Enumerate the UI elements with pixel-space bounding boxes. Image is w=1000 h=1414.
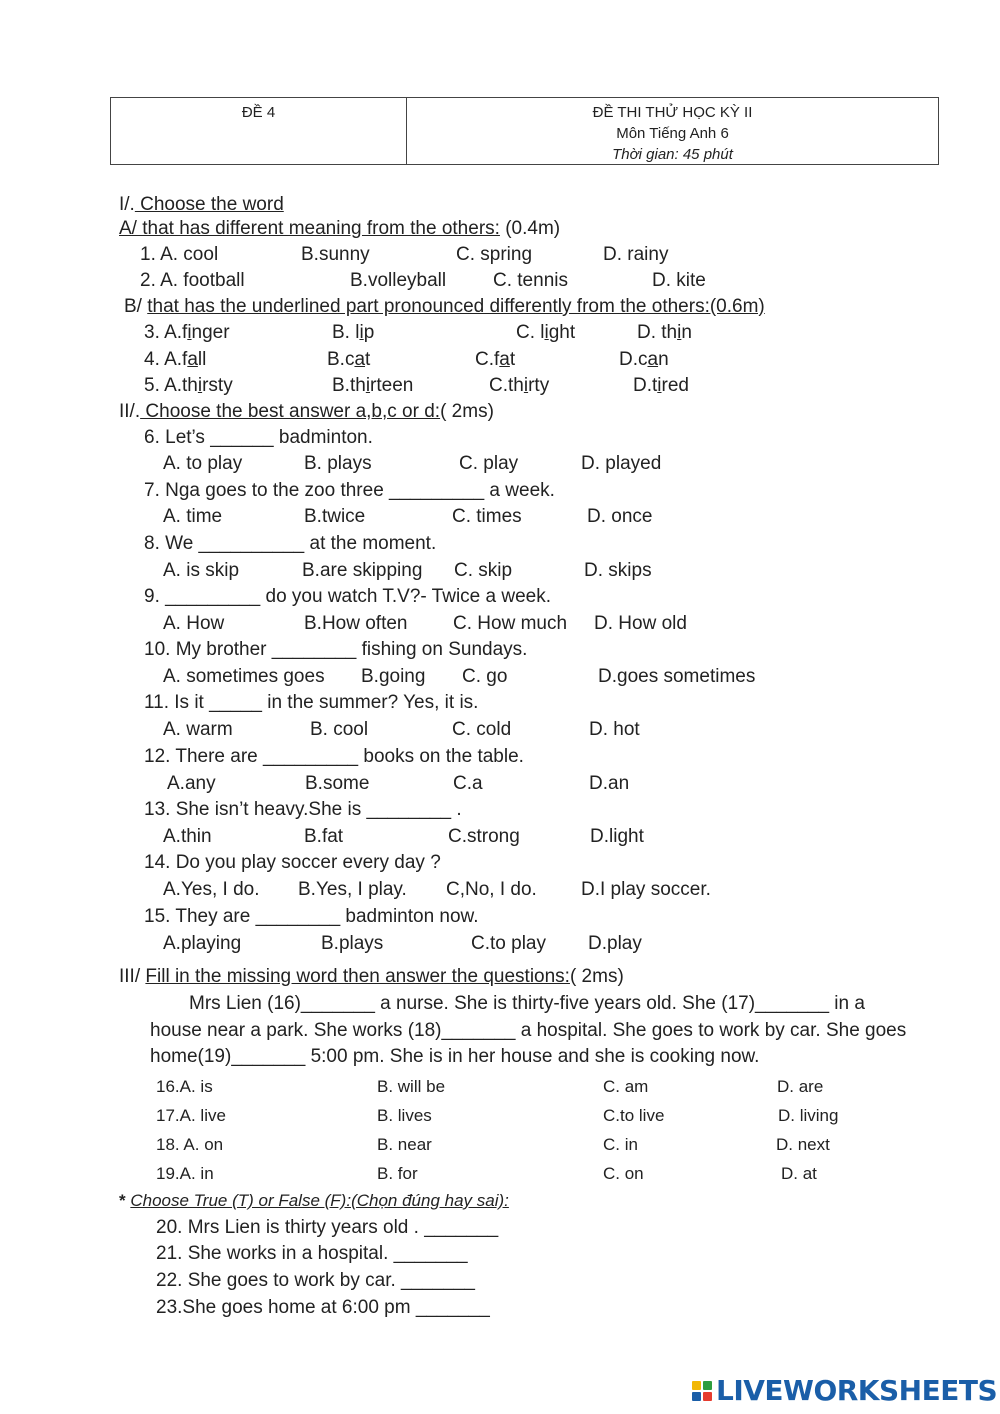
q6-stem: 6. Let’s ______ badminton. (144, 427, 373, 448)
q14-stem: 14. Do you play soccer every day ? (144, 852, 441, 873)
q16-option-a[interactable]: 16.A. is (156, 1077, 213, 1096)
q16-option-c[interactable]: C. am (603, 1077, 649, 1096)
q6-option-a[interactable]: A. to play (163, 453, 243, 474)
q18-option-c[interactable]: C. in (603, 1135, 638, 1154)
q19-option-b[interactable]: B. for (377, 1164, 418, 1183)
q22-statement[interactable]: 22. She goes to work by car. _______ (156, 1270, 475, 1291)
tf-title: Choose True (T) or False (F):(Chọn đúng hay sai): (130, 1191, 509, 1210)
q14-option-d[interactable]: D.I play soccer. (581, 879, 711, 900)
q1-option-d[interactable]: D. rainy (603, 244, 669, 265)
q5-option-c[interactable]: C.thirty (489, 375, 550, 396)
q12-option-a[interactable]: A.any (167, 773, 216, 794)
q17-option-d[interactable]: D. living (778, 1106, 839, 1125)
partA-title: A/ that has different meaning from the others: (119, 218, 500, 239)
q1-option-a[interactable]: 1. A. cool (140, 244, 219, 265)
q10-option-a[interactable]: A. sometimes goes (163, 666, 325, 687)
q3-option-d[interactable]: D. thin (637, 322, 692, 343)
section1-prefix: I/. (119, 194, 135, 215)
q2-option-a[interactable]: 2. A. football (140, 270, 245, 291)
q6-option-c[interactable]: C. play (459, 453, 519, 474)
section2-prefix: II/. (119, 401, 141, 422)
q19-option-d[interactable]: D. at (781, 1164, 817, 1183)
q11-option-b[interactable]: B. cool (310, 719, 369, 740)
q23-statement[interactable]: 23.She goes home at 6:00 pm _______ (156, 1297, 490, 1318)
q15-option-b[interactable]: B.plays (321, 933, 384, 954)
passage-line-2: house near a park. She works (18)_______ a hospital. She goes to work by car. She goes (150, 1020, 907, 1041)
q7-option-d[interactable]: D. once (587, 506, 653, 527)
q12-option-c[interactable]: C.a (453, 773, 483, 794)
q3-option-a[interactable]: 3. A.finger (144, 322, 230, 343)
q10-option-b[interactable]: B.going (361, 666, 426, 687)
q19-option-c[interactable]: C. on (603, 1164, 644, 1183)
q4-option-b[interactable]: B.cat (327, 349, 371, 370)
true-false-heading (119, 1189, 509, 1213)
q5-option-b[interactable]: B.thirteen (332, 375, 414, 396)
q8-option-a[interactable]: A. is skip (163, 560, 240, 581)
exam-title: ĐỀ THI THỬ HỌC KỲ II (592, 104, 753, 121)
q17-option-b[interactable]: B. lives (377, 1106, 432, 1125)
section1-title: Choose the word (134, 194, 284, 215)
section1-heading (119, 193, 284, 217)
q11-option-a[interactable]: A. warm (163, 719, 233, 740)
q19-option-a[interactable]: 19.A. in (156, 1164, 214, 1183)
q9-option-d[interactable]: D. How old (594, 613, 687, 634)
partB-heading (124, 295, 765, 319)
passage-line-3: home(19)_______ 5:00 pm. She is in her house and she is cooking now. (150, 1046, 760, 1067)
q5-option-d[interactable]: D.tired (633, 375, 689, 396)
q13-option-b[interactable]: B.fat (304, 826, 344, 847)
q5-option-a[interactable]: 5. A.thirsty (144, 375, 233, 396)
q4-option-c[interactable]: C.fat (475, 349, 516, 370)
q9-stem: 9. _________ do you watch T.V?- Twice a week. (144, 586, 552, 607)
q2-option-b[interactable]: B.volleyball (350, 270, 447, 291)
liveworksheets-logo[interactable] (692, 1374, 997, 1407)
q8-option-d[interactable]: D. skips (584, 560, 652, 581)
q6-option-d[interactable]: D. played (581, 453, 662, 474)
exam-code: ĐỀ 4 (111, 98, 407, 164)
q12-option-d[interactable]: D.an (589, 773, 630, 794)
section2-title: Choose the best answer a,b,c or d: (140, 401, 441, 422)
q4-option-a[interactable]: 4. A.fall (144, 349, 207, 370)
q12-stem: 12. There are _________ books on the table. (144, 746, 524, 767)
q7-option-b[interactable]: B.twice (304, 506, 366, 527)
q7-option-a[interactable]: A. time (163, 506, 223, 527)
tf-star: * (119, 1191, 131, 1210)
section3-points: ( 2ms) (569, 966, 624, 987)
q1-option-b[interactable]: B.sunny (301, 244, 370, 265)
q10-option-d[interactable]: D.goes sometimes (598, 666, 756, 687)
q2-option-d[interactable]: D. kite (652, 270, 706, 291)
q8-option-c[interactable]: C. skip (454, 560, 513, 581)
q7-stem: 7. Nga goes to the zoo three _________ a week. (144, 480, 555, 501)
q8-option-b[interactable]: B.are skipping (302, 560, 423, 581)
partB-prefix: B/ (124, 296, 148, 317)
q9-option-c[interactable]: C. How much (453, 613, 568, 634)
q6-option-b[interactable]: B. plays (304, 453, 372, 474)
section2-heading (119, 400, 494, 424)
q11-option-d[interactable]: D. hot (589, 719, 640, 740)
q11-option-c[interactable]: C. cold (452, 719, 512, 740)
q10-option-c[interactable]: C. go (462, 666, 508, 687)
q21-statement[interactable]: 21. She works in a hospital. _______ (156, 1243, 468, 1264)
q1-option-c[interactable]: C. spring (456, 244, 533, 265)
q17-option-c[interactable]: C.to live (603, 1106, 665, 1125)
q18-option-d[interactable]: D. next (776, 1135, 830, 1154)
q12-option-b[interactable]: B.some (305, 773, 370, 794)
q13-stem: 13. She isn’t heavy.She is ________ . (144, 799, 462, 820)
q4-option-d[interactable]: D.can (619, 349, 669, 370)
section3-title: Fill in the missing word then answer the questions: (145, 966, 570, 987)
exam-header-table (110, 97, 939, 165)
q17-option-a[interactable]: 17.A. live (156, 1106, 226, 1125)
q18-option-b[interactable]: B. near (377, 1135, 432, 1154)
section2-points: ( 2ms) (440, 401, 494, 422)
passage-line-1: Mrs Lien (16)_______ a nurse. She is thirty-five years old. She (17)_______ in a (189, 993, 865, 1014)
q13-option-a[interactable]: A.thin (163, 826, 212, 847)
q20-statement[interactable]: 20. Mrs Lien is thirty years old . _______ (156, 1217, 499, 1238)
q15-stem: 15. They are ________ badminton now. (144, 906, 479, 927)
section3-prefix: III/ (119, 966, 146, 987)
logo-text: LIVEWORKSHEETS (716, 1374, 998, 1407)
exam-subject: Môn Tiếng Anh 6 (616, 125, 729, 142)
q10-stem: 10. My brother ________ fishing on Sundays. (144, 639, 528, 660)
q8-stem: 8. We __________ at the moment. (144, 533, 437, 554)
q16-option-b[interactable]: B. will be (377, 1077, 446, 1096)
q14-option-b[interactable]: B.Yes, I play. (298, 879, 407, 900)
q16-option-d[interactable]: D. are (777, 1077, 824, 1096)
q13-option-c[interactable]: C.strong (448, 826, 520, 847)
logo-mark-icon (692, 1381, 712, 1401)
q2-option-c[interactable]: C. tennis (493, 270, 568, 291)
section3-heading (119, 965, 624, 989)
partA-points: (0.4m) (499, 218, 561, 239)
q14-option-c[interactable]: C,No, I do. (446, 879, 537, 900)
q15-option-a[interactable]: A.playing (163, 933, 242, 954)
partA-heading (119, 217, 560, 241)
q11-stem: 11. Is it _____ in the summer? Yes, it is. (144, 692, 479, 713)
q15-option-d[interactable]: D.play (588, 933, 642, 954)
q7-option-c[interactable]: C. times (452, 506, 522, 527)
exam-duration: Thời gian: 45 phút (612, 146, 733, 163)
q3-option-b[interactable]: B. lip (332, 322, 375, 343)
q14-option-a[interactable]: A.Yes, I do. (163, 879, 260, 900)
q3-option-c[interactable]: C. light (516, 322, 576, 343)
q15-option-c[interactable]: C.to play (471, 933, 546, 954)
exam-title-block (407, 98, 938, 164)
q9-option-b[interactable]: B.How often (304, 613, 408, 634)
q18-option-a[interactable]: 18. A. on (156, 1135, 224, 1154)
partB-title: that has the underlined part pronounced differently from the others:(0.6m) (147, 296, 765, 317)
q9-option-a[interactable]: A. How (163, 613, 225, 634)
q13-option-d[interactable]: D.light (590, 826, 644, 847)
